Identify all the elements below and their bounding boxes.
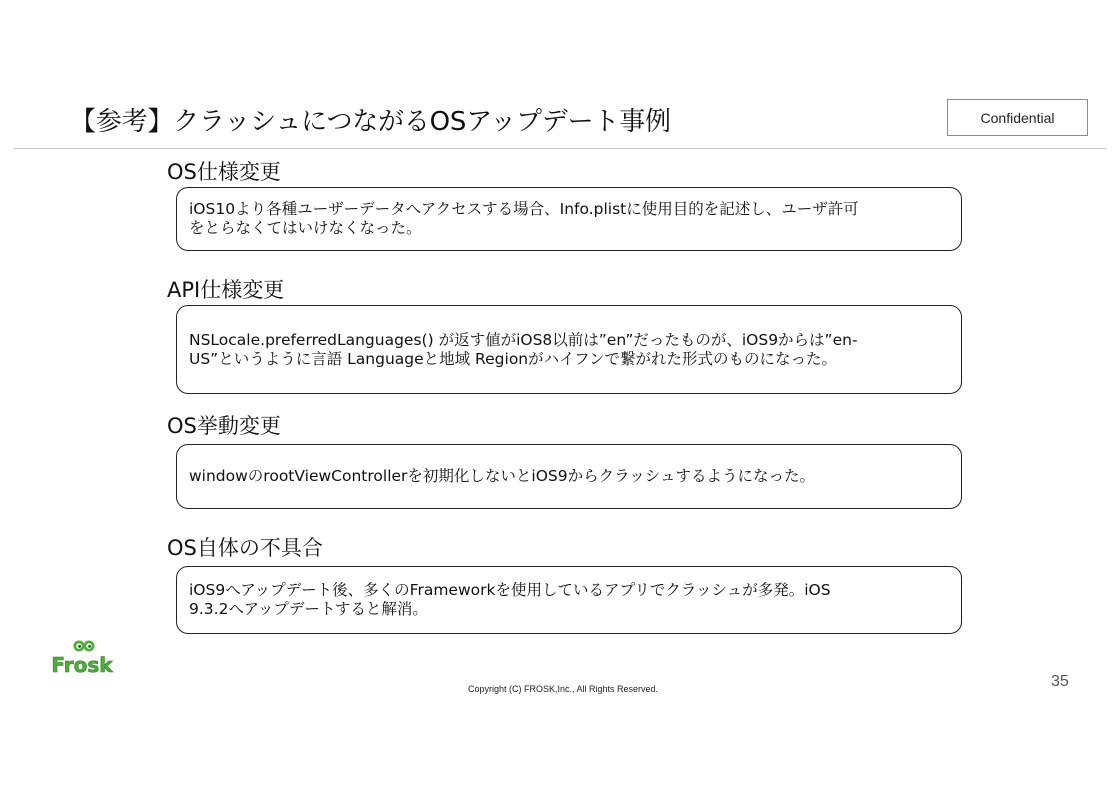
section-os-bug <box>167 534 963 618</box>
section-text: windowのrootViewControllerを初期化しないとiOS9からクラッシュするようになった。 <box>189 467 815 485</box>
section-heading: API仕様変更 <box>167 278 285 302</box>
frosk-eyes-icon <box>74 641 95 652</box>
section-os-behavior-change <box>167 412 963 485</box>
section-text: NSLocale.preferredLanguages() が返す値がiOS8以前は”en”だったものが、iOS9からは”en- US”というように言語 Languageと地域 Regionがハイフンで繋がれた形式のものになった。 <box>189 330 858 368</box>
section-os-spec-change <box>167 158 963 237</box>
confidential-label: Confidential <box>947 99 1088 136</box>
section-text-box <box>176 444 962 509</box>
section-text-box <box>176 305 962 394</box>
section-text: iOS9へアップデート後、多くのFrameworkを使用しているアプリでクラッシュが多発。iOS 9.3.2へアップデートすると解消。 <box>189 581 831 618</box>
page-number: 35 <box>1051 673 1069 690</box>
section-text-box <box>176 187 962 251</box>
section-heading: OS挙動変更 <box>167 414 281 438</box>
section-api-spec-change <box>167 276 963 368</box>
title-divider <box>13 148 1106 149</box>
section-heading: OS仕様変更 <box>167 160 281 184</box>
section-heading: OS自体の不具合 <box>167 536 323 560</box>
section-text-box <box>176 566 962 634</box>
section-text: iOS10より各種ユーザーデータへアクセスする場合、Info.plistに使用目的を記述し、ユーザ許可 をとらなくてはいけなくなった。 <box>189 200 859 237</box>
slide-title: 【参考】クラッシュにつながるOSアップデート事例 <box>70 107 671 137</box>
copyright-text: Copyright (C) FROSK,Inc., All Rights Reserved. <box>468 684 659 694</box>
frosk-logo <box>49 639 115 677</box>
logo-text: Frosk <box>51 653 113 677</box>
